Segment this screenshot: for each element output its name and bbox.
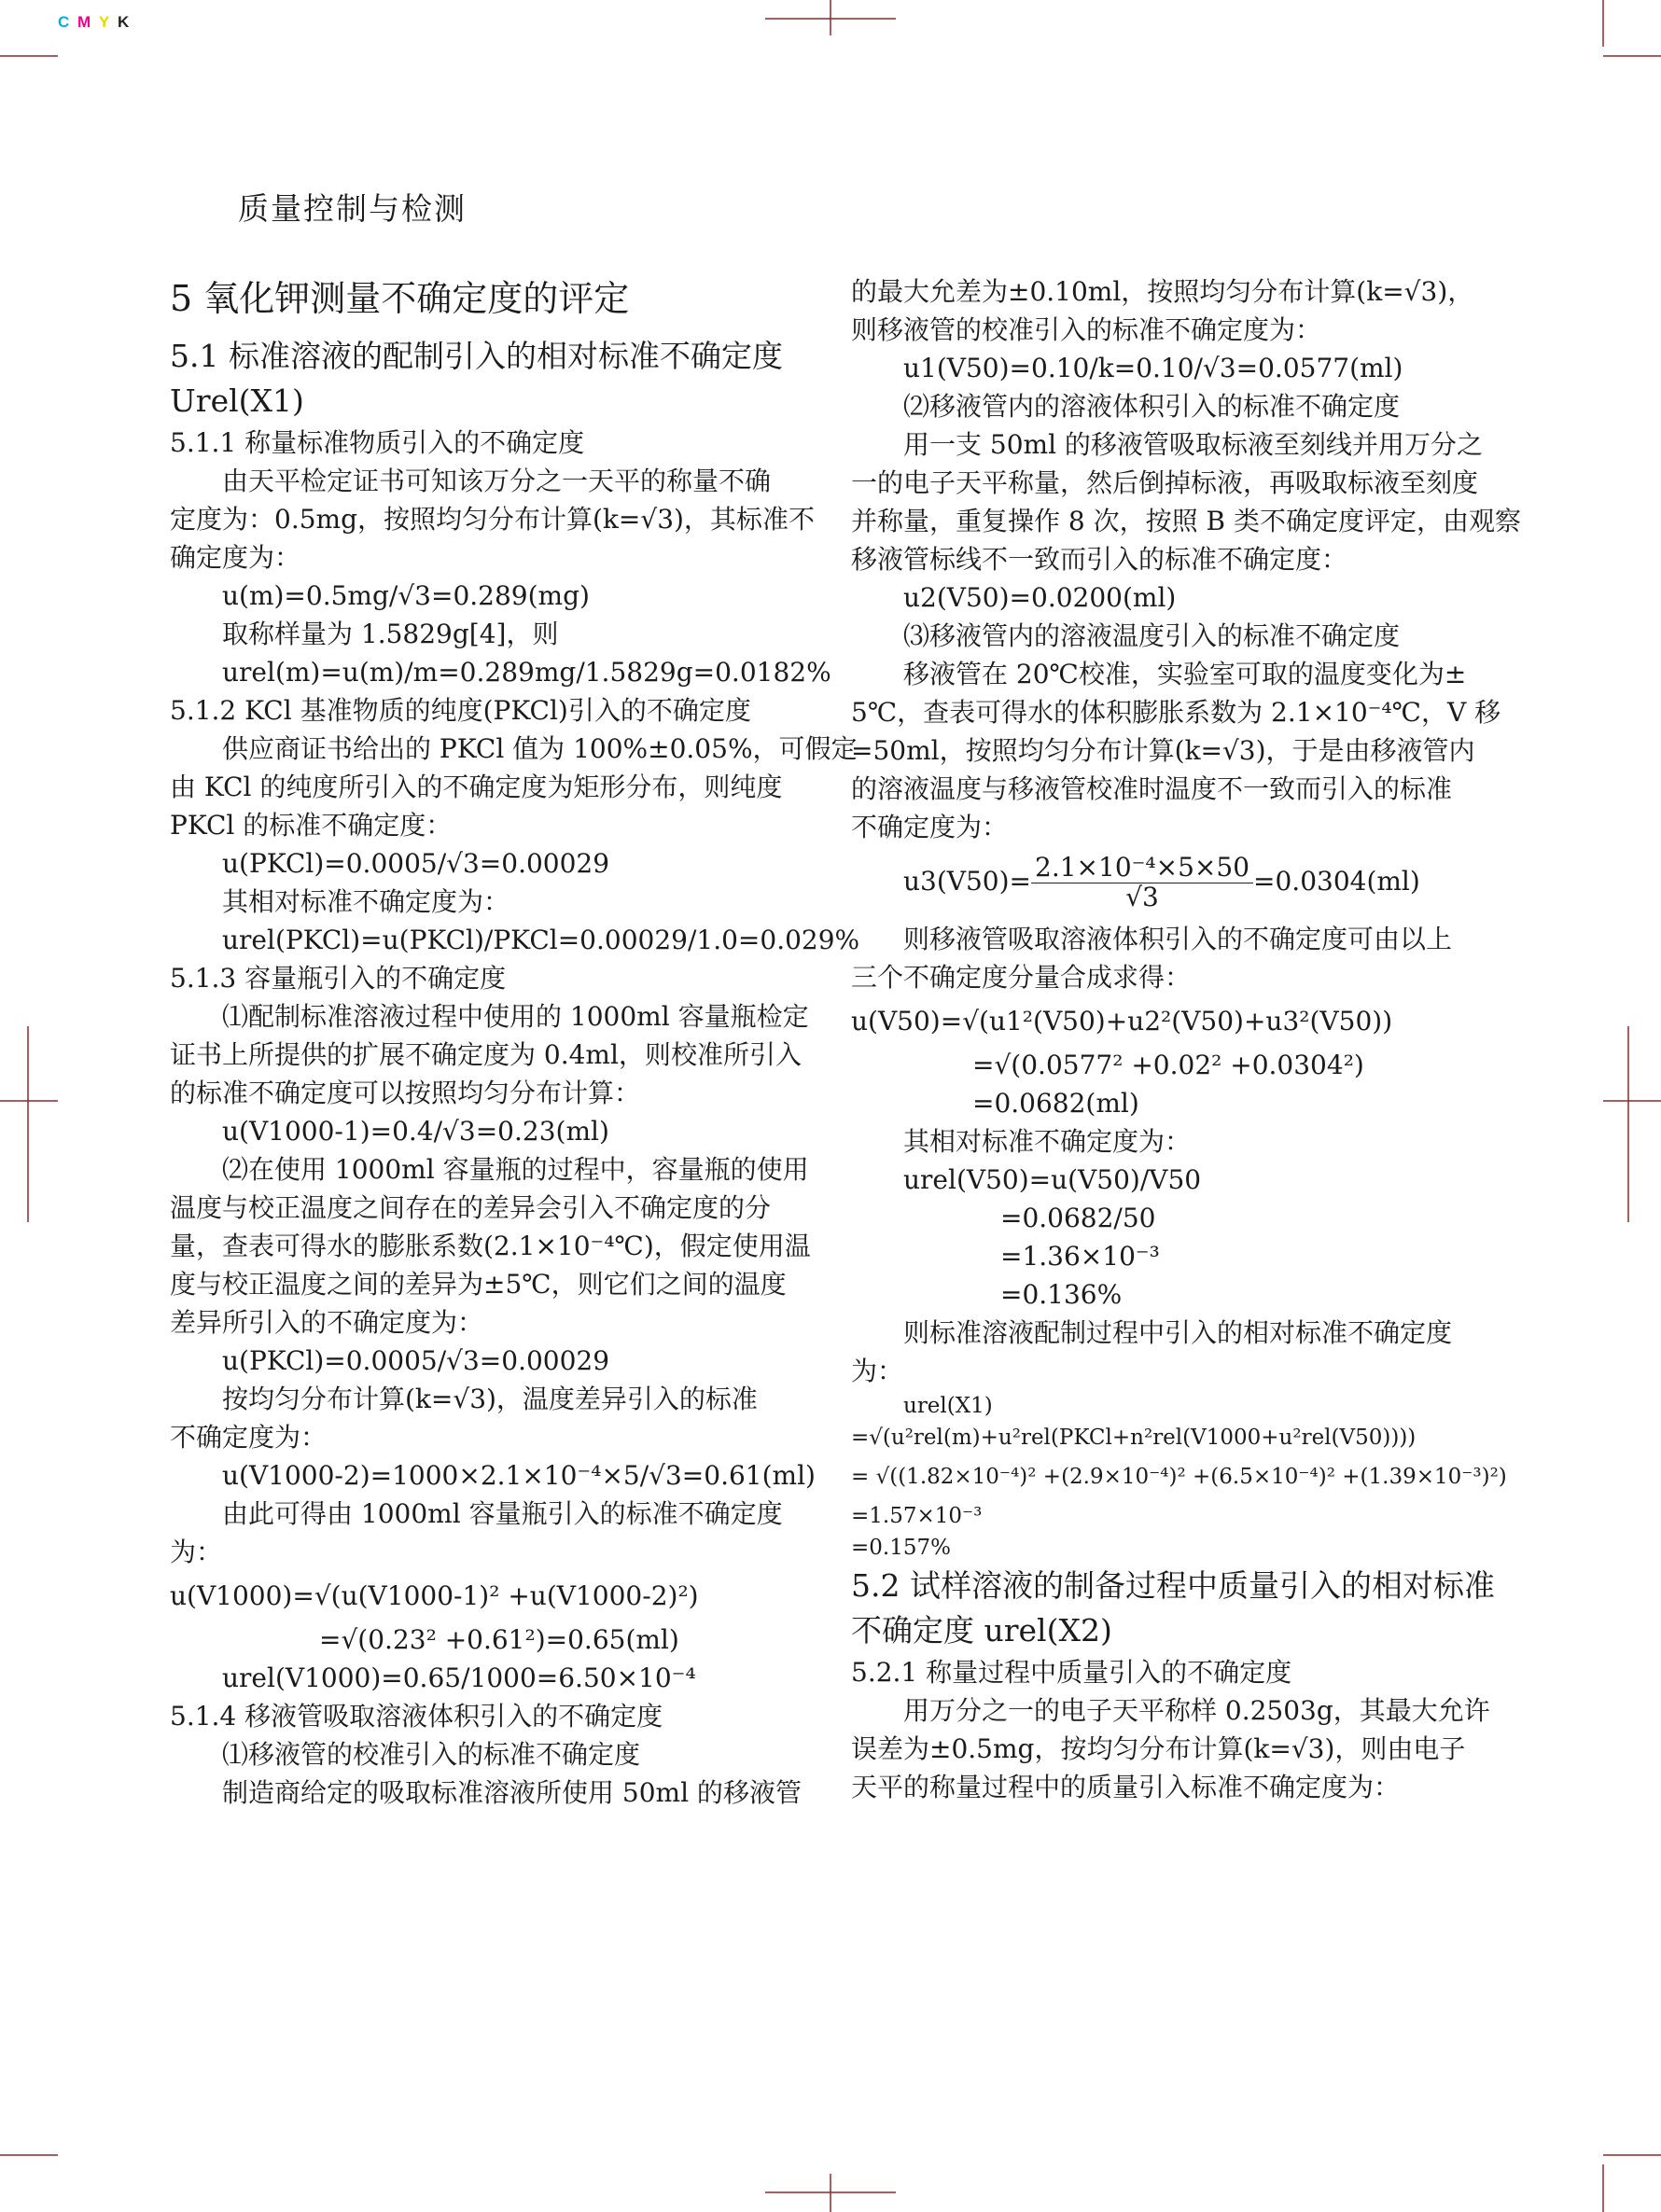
cmyk-y: Y — [98, 13, 112, 31]
paragraph: 确定度为： — [170, 542, 301, 573]
equation: u(V50)=√(u1²(V50)+u2²(V50)+u3²(V50)) — [851, 1005, 1393, 1036]
paragraph: 证书上所提供的扩展不确定度为 0.4ml，则校准所引入 — [170, 1039, 802, 1070]
paragraph: 不确定度为： — [851, 812, 1009, 842]
cmyk-color-bar — [58, 13, 131, 32]
equation: u(PKCl)=0.0005/√3=0.00029 — [222, 1345, 610, 1376]
paragraph: 三个不确定度分量合成求得： — [851, 961, 1192, 993]
paragraph: 并称量，重复操作 8 次，按照 B 类不确定度评定，由观察 — [851, 506, 1521, 536]
equation: urel(V1000)=0.65/1000=6.50×10⁻⁴ — [222, 1662, 696, 1693]
equation: urel(PKCl)=u(PKCl)/PKCl=0.00029/1.0=0.029% — [222, 925, 860, 955]
paragraph: 的最大允差为±0.10ml，按照均匀分布计算(k=√3)， — [851, 276, 1474, 307]
equation: = √((1.82×10⁻⁴)² +(2.9×10⁻⁴)² +(6.5×10⁻⁴)² +(1.39×10⁻³)²) — [851, 1464, 1507, 1489]
paragraph: 度与校正温度之间的差异为±5℃，则它们之间的温度 — [170, 1269, 787, 1300]
equation: u(m)=0.5mg/√3=0.289(mg) — [222, 580, 590, 611]
paragraph: 差异所引入的不确定度为： — [170, 1307, 484, 1338]
paragraph: ⑴移液管的校准引入的标准不确定度 — [222, 1739, 641, 1770]
paragraph: 供应商证书给出的 PKCl 值为 100%±0.05%，可假定 — [222, 733, 858, 764]
numerator: 2.1×10⁻⁴×5×50 — [1031, 854, 1253, 883]
fraction — [1031, 854, 1253, 912]
equation: u(V1000-1)=0.4/√3=0.23(ml) — [222, 1116, 609, 1147]
paragraph: 用一支 50ml 的移液管吸取标液至刻线并用万分之 — [903, 429, 1483, 460]
equation: =√(0.0577² +0.02² +0.0304²) — [972, 1049, 1364, 1080]
paragraph: ⑵在使用 1000ml 容量瓶的过程中，容量瓶的使用 — [222, 1154, 809, 1185]
paragraph: 由 KCl 的纯度所引入的不确定度为矩形分布，则纯度 — [170, 772, 783, 802]
paragraph: 为： — [851, 1355, 904, 1386]
paragraph: 由天平检定证书可知该万分之一天平的称量不确 — [222, 466, 772, 496]
heading-5-2-1: 5.2.1 称量过程中质量引入的不确定度 — [851, 1656, 1292, 1688]
paragraph: 则移液管吸取溶液体积引入的不确定度可由以上 — [903, 923, 1453, 954]
paragraph: 则标准溶液配制过程中引入的相对标准不确定度 — [903, 1316, 1453, 1348]
equation-fraction — [851, 846, 1495, 920]
paragraph: 温度与校正温度之间存在的差异会引入不确定度的分 — [170, 1192, 772, 1223]
heading-5-1-line1: 5.1 标准溶液的配制引入的相对标准不确定度 — [170, 338, 783, 374]
paragraph: 误差为±0.5mg，按均匀分布计算(k=√3)，则由电子 — [851, 1732, 1466, 1764]
equation: urel(m)=u(m)/m=0.289mg/1.5829g=0.0182% — [222, 657, 831, 688]
heading-5-2-line1: 5.2 试样溶液的制备过程中质量引入的相对标准 — [851, 1566, 1495, 1604]
running-title: 质量控制与检测 — [238, 190, 467, 227]
heading-5-1-4: 5.1.4 移液管吸取溶液体积引入的不确定度 — [170, 1701, 663, 1732]
equation: =√(0.23² +0.61²)=0.65(ml) — [319, 1624, 679, 1655]
equation-lhs: u3(V50)= — [903, 865, 1032, 897]
equation: =0.157% — [851, 1535, 951, 1560]
paragraph: 为： — [170, 1537, 223, 1567]
equation: u2(V50)=0.0200(ml) — [903, 582, 1177, 613]
denominator: √3 — [1125, 881, 1159, 912]
paragraph: 移液管标线不一致而引入的标准不确定度： — [851, 544, 1348, 575]
paragraph: ⑵移液管内的溶液体积引入的标准不确定度 — [903, 391, 1401, 422]
paragraph: 其相对标准不确定度为： — [222, 886, 510, 917]
equation: =1.57×10⁻³ — [851, 1503, 983, 1528]
paragraph: 的溶液温度与移液管校准时温度不一致而引入的标准 — [851, 773, 1453, 804]
paragraph: 5℃，查表可得水的体积膨胀系数为 2.1×10⁻⁴℃，V 移 — [851, 697, 1501, 728]
paragraph: 天平的称量过程中的质量引入标准不确定度为： — [851, 1771, 1401, 1802]
paragraph: 按均匀分布计算(k=√3)，温度差异引入的标准 — [222, 1384, 758, 1414]
paragraph: 定度为：0.5mg，按照均匀分布计算(k=√3)，其标准不 — [170, 504, 815, 535]
equation: u(V1000-2)=1000×2.1×10⁻⁴×5/√3=0.61(ml) — [222, 1460, 816, 1491]
paragraph: 量，查表可得水的膨胀系数(2.1×10⁻⁴℃)，假定使用温 — [170, 1231, 811, 1261]
paragraph: 其相对标准不确定度为： — [903, 1125, 1192, 1157]
paragraph: =50ml，按照均匀分布计算(k=√3)，于是由移液管内 — [851, 735, 1475, 766]
paragraph: ⑴配制标准溶液过程中使用的 1000ml 容量瓶检定 — [222, 1001, 809, 1032]
paragraph: 取称样量为 1.5829g[4]，则 — [222, 619, 559, 649]
heading-5-1-1: 5.1.1 称量标准物质引入的不确定度 — [170, 427, 585, 458]
paragraph: 移液管在 20℃校准，实验室可取的温度变化为± — [903, 659, 1467, 689]
section-heading-5: 5 氧化钾测量不确定度的评定 — [170, 278, 630, 319]
paragraph: 的标准不确定度可以按照均匀分布计算： — [170, 1078, 641, 1108]
heading-5-1-3: 5.1.3 容量瓶引入的不确定度 — [170, 963, 507, 994]
equation: =0.136% — [1000, 1278, 1123, 1310]
cmyk-m: M — [77, 13, 93, 31]
equation: urel(X1) — [903, 1393, 993, 1418]
equation-rhs: =0.0304(ml) — [1253, 865, 1420, 897]
paragraph: 则移液管的校准引入的标准不确定度为： — [851, 314, 1322, 345]
equation: u1(V50)=0.10/k=0.10/√3=0.0577(ml) — [903, 353, 1403, 383]
paragraph: 一的电子天平称量，然后倒掉标液，再吸取标液至刻度 — [851, 467, 1479, 498]
equation: =0.0682/50 — [1000, 1202, 1156, 1233]
left-column — [170, 272, 860, 1812]
equation: =1.36×10⁻³ — [1000, 1240, 1160, 1272]
equation: urel(V50)=u(V50)/V50 — [903, 1163, 1202, 1195]
cmyk-k: K — [118, 13, 132, 31]
paragraph: 由此可得由 1000ml 容量瓶引入的标准不确定度 — [222, 1498, 783, 1529]
paragraph: 制造商给定的吸取标准溶液所使用 50ml 的移液管 — [222, 1777, 802, 1808]
heading-5-1-2: 5.1.2 KCl 基准物质的纯度(PKCl)引入的不确定度 — [170, 695, 751, 726]
heading-5-2-line2: 不确定度 urel(X2) — [851, 1611, 1112, 1649]
paragraph: 用万分之一的电子天平称样 0.2503g，其最大允许 — [903, 1694, 1490, 1726]
right-column — [851, 272, 1521, 1806]
paragraph: 不确定度为： — [170, 1422, 328, 1453]
equation: =0.0682(ml) — [972, 1087, 1139, 1119]
heading-5-1-line2: Urel(X1) — [170, 383, 304, 419]
paragraph: ⑶移液管内的溶液温度引入的标准不确定度 — [903, 620, 1401, 651]
equation: u(V1000)=√(u(V1000-1)² +u(V1000-2)²) — [170, 1580, 699, 1611]
paragraph: PKCl 的标准不确定度： — [170, 810, 453, 841]
cmyk-c: C — [58, 13, 72, 31]
equation: u(PKCl)=0.0005/√3=0.00029 — [222, 848, 610, 879]
equation: =√(u²rel(m)+u²rel(PKCl+n²rel(V1000+u²rel(V50)))) — [851, 1425, 1417, 1450]
